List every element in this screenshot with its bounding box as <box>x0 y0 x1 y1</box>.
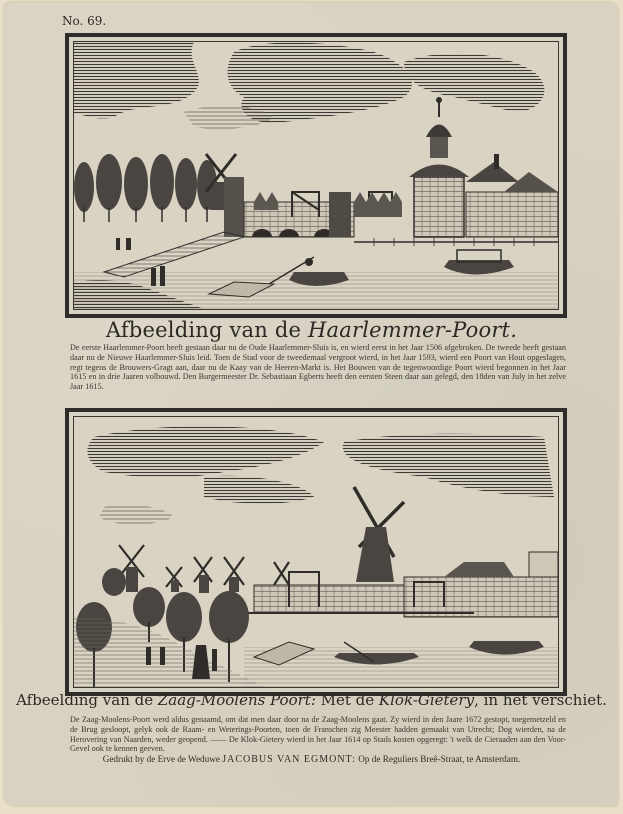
plate-number: No. 69. <box>62 14 107 28</box>
caption-title-plain: Afbeelding van de <box>105 318 309 342</box>
caption-title-italic: Haarlemmer-Poort. <box>308 318 518 342</box>
caption-title-plain: , in het verschiet. <box>474 691 607 709</box>
imprint-prefix: Gedrukt by de Erve de Weduwe <box>102 754 223 764</box>
engraving-zaag-moolens-poort <box>65 408 567 696</box>
imprint-suffix: Op de Reguliers Breê-Straat, te Amsterdam. <box>355 754 521 764</box>
engraving-illustration <box>74 42 558 309</box>
caption-title-haarlemmer-poort <box>0 318 623 342</box>
caption-title-italic: Zaag-Moolens Poort: <box>157 691 316 709</box>
engraving-haarlemmer-poort <box>65 33 567 318</box>
caption-title-zaag-moolens-poort <box>0 691 623 709</box>
engraving-illustration <box>74 417 558 687</box>
caption-title-italic: Klok-Gietery <box>378 691 475 709</box>
printer-imprint <box>0 754 623 765</box>
description-haarlemmer-poort: De eerste Haarlemmer-Poort heeft gestaan daar nu de Oude Haarlemmer-Sluis is, en wierd eerst in het Jaar 1506 afgebroken. De tweede heeft gestaan daar nu de Nieuwe Haarlemmer-Sluis leid. Toen de Stad voor de tweedemaal vergroot wierd, in het Jaar 1593, wierd een Poort van Hout opgeslagen, regt tegens de Brouwers-Gragt aan, daar nu de Kaay van de Heeren-Markt is. Het Bouwen van de tegenwoordige Poort wierd begonnen in het Jaar 1615 en in drie Jaaren volbouwd. Den Burgermeester Dr. Sebastiaan Egberts heeft den eersten Steen daar aan gelegd, den 18den van July in het zelve Jaar 1615. <box>70 343 566 392</box>
caption-title-plain: Met de <box>315 691 379 709</box>
imprint-printer: JACOBUS VAN EGMONT: <box>222 754 356 765</box>
caption-title-plain: Afbeelding van de <box>16 691 158 709</box>
description-zaag-moolens-poort: De Zaag-Moolens-Poort werd aldus genaamd, om dat men daar door na de Zaag-Moolens gaat. Zy wierd in den Jaare 1672 gestopt, toegemetzeld en de Brug gesloopt, gelyk ook de Raam- en Weterings-Poorten, toen de Franschen zig Meester hadden gemaakt van Utrecht; Dog wierden, na de Herovering van Naarden, weder geopend. —— De Klok-Gietery wierd in het Jaar 1614 op Stads kosten opgeregt: 't welk de Cieraaden aan den Voor-Gevel ook te kennen geeven. <box>70 715 566 754</box>
